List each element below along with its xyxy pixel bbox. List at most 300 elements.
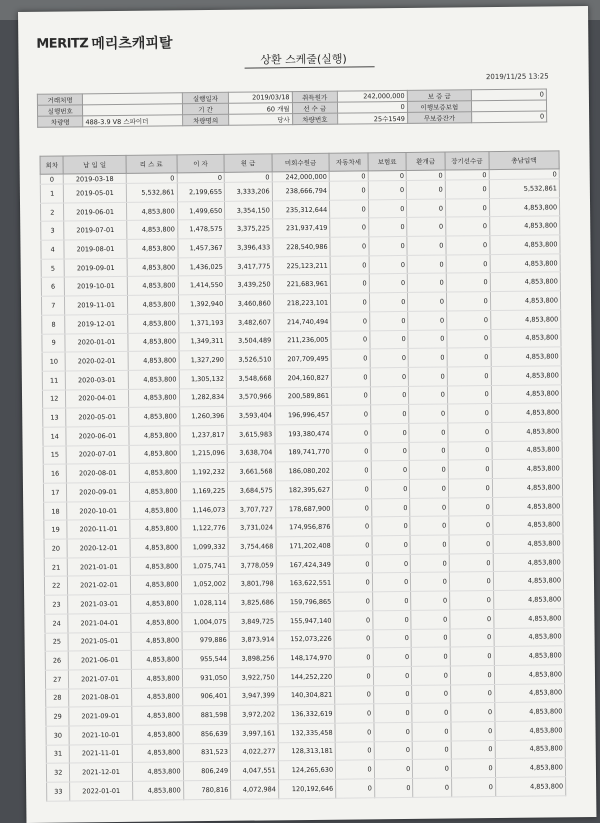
col-car-tax-cell: 0 [332,405,371,424]
info-value: 25수1549 [338,112,408,124]
col-remaining-principal-cell: 242,000,000 [272,171,329,182]
col-interest-cell: 1,028,114 [181,593,229,612]
col-long-term-advance-cell: 0 [451,721,495,740]
col-remaining-principal-cell: 189,741,770 [275,443,333,462]
col-insurance-cell: 0 [372,517,411,536]
col-insurance-cell: 0 [369,274,408,293]
col-interest-cell: 780,816 [183,780,231,799]
col-refund-cell: 0 [410,479,449,498]
col-interest-cell: 881,598 [182,706,230,725]
col-interest-cell: 1,122,776 [180,519,228,538]
info-value [471,100,546,112]
col-long-term-advance-cell: 0 [450,665,494,684]
col-refund-cell: 0 [407,217,446,236]
col-total-payment-cell: 4,853,800 [489,216,559,235]
col-round-header: 회차 [40,156,64,174]
col-interest-cell: 831,523 [183,743,231,762]
col-refund-cell: 0 [411,647,450,666]
col-principal-cell: 3,570,966 [227,387,275,406]
col-refund-header: 환개금 [406,152,445,170]
col-refund-cell: 0 [413,778,452,797]
col-principal-cell: 3,731,024 [228,518,276,537]
col-interest-cell: 0 [177,172,225,182]
info-label: 기 간 [183,103,228,114]
col-principal-cell: 3,460,860 [226,294,274,313]
info-label: 실행일자 [183,92,228,103]
col-car-tax-cell: 0 [334,573,373,592]
col-remaining-principal-cell: 155,947,140 [277,611,335,630]
company-logo [36,32,172,53]
info-label: 취득원가 [292,91,337,102]
col-insurance-cell: 0 [371,498,410,517]
col-round-cell: 17 [43,483,67,502]
col-lease-fee-cell: 4,853,800 [132,781,183,800]
logo-english: MERITZ [36,35,89,52]
col-car-tax-cell: 0 [332,424,371,443]
col-lease-fee-cell: 4,853,800 [130,557,181,576]
info-label: 차량명 [38,116,83,127]
col-car-tax-cell: 0 [334,629,373,648]
col-interest-cell: 1,349,311 [178,332,226,351]
info-label: 선 수 금 [292,102,337,113]
col-lease-fee-cell: 4,853,800 [127,332,178,351]
col-long-term-advance-cell: 0 [449,572,493,591]
col-remaining-principal-cell: 235,312,644 [272,200,330,219]
col-remaining-principal-cell: 182,395,627 [275,480,333,499]
col-insurance-cell: 0 [372,554,411,573]
col-principal-cell: 3,396,433 [225,238,273,257]
info-label: 보 증 금 [407,90,471,102]
col-car-tax-cell: 0 [334,592,373,611]
info-label: 이행보증보험 [407,101,471,113]
col-total-payment-cell: 4,853,800 [495,777,565,796]
col-car-tax-cell: 0 [333,480,372,499]
col-round-cell: 32 [46,763,70,782]
col-car-tax-cell: 0 [332,386,371,405]
col-remaining-principal-cell: 132,335,458 [278,723,336,742]
col-refund-cell: 0 [410,535,449,554]
col-pay-date-cell: 2021-02-01 [68,576,130,595]
col-total-payment-cell: 4,853,800 [490,291,560,310]
col-insurance-cell: 0 [370,367,409,386]
col-principal-header: 원 금 [224,154,272,172]
col-lease-fee-cell: 4,853,800 [129,463,180,482]
col-principal-cell: 3,898,256 [229,649,277,668]
col-refund-cell: 0 [407,236,446,255]
col-interest-cell: 1,282,834 [179,388,227,407]
col-total-payment-cell: 4,853,800 [491,384,561,403]
col-remaining-principal-cell: 238,666,794 [272,181,330,200]
col-pay-date-cell: 2021-03-01 [68,594,130,613]
col-car-tax-cell: 0 [331,293,370,312]
col-round-cell: 20 [44,539,68,558]
col-interest-cell: 1,099,332 [181,537,229,556]
col-lease-fee-cell: 4,853,800 [132,743,183,762]
col-insurance-cell: 0 [368,199,407,218]
col-remaining-principal-cell: 221,683,961 [273,275,331,294]
col-round-cell: 31 [46,745,70,764]
col-insurance-header: 보험료 [368,152,407,170]
col-car-tax-cell: 0 [330,218,369,237]
col-round-cell: 33 [47,782,71,801]
col-pay-date-cell: 2020-04-01 [66,389,128,408]
col-insurance-cell: 0 [373,648,412,667]
col-lease-fee-cell: 5,532,861 [126,183,177,202]
col-long-term-advance-cell: 0 [451,703,495,722]
print-timestamp: 2019/11/25 13:25 [485,72,549,82]
col-lease-fee-cell: 4,853,800 [129,444,180,463]
col-round-cell: 4 [41,240,65,259]
col-long-term-advance-cell: 0 [448,441,492,460]
col-principal-cell: 3,482,607 [226,313,274,332]
col-remaining-principal-cell: 228,540,986 [273,237,331,256]
col-long-term-advance-cell: 0 [450,647,494,666]
col-lease-fee-cell: 4,853,800 [126,220,177,239]
col-principal-cell: 3,997,161 [230,724,278,743]
col-pay-date-cell: 2021-10-01 [69,725,131,744]
col-car-tax-cell: 0 [334,648,373,667]
col-pay-date-cell: 2019-11-01 [65,295,127,314]
col-total-payment-cell: 4,853,800 [493,553,563,572]
col-total-payment-cell: 4,853,800 [492,459,562,478]
col-interest-cell: 1,436,025 [178,257,226,276]
col-remaining-principal-cell: 120,192,646 [278,779,336,798]
col-pay-date-cell: 2020-06-01 [66,426,128,445]
col-principal-cell: 3,375,225 [225,219,273,238]
info-value: 0 [337,101,407,113]
col-interest-cell: 2,199,655 [177,182,225,201]
col-remaining-principal-cell: 193,380,474 [275,424,333,443]
col-principal-cell: 4,022,277 [230,742,278,761]
col-total-payment-cell: 4,853,800 [494,665,564,684]
col-total-payment-cell: 4,853,800 [493,515,563,534]
col-lease-fee-cell: 4,853,800 [130,594,181,613]
col-long-term-advance-cell: 0 [447,329,491,348]
col-refund-cell: 0 [406,170,445,180]
col-long-term-advance-cell: 0 [447,366,491,385]
col-total-payment-cell: 4,853,800 [495,721,565,740]
col-interest-cell: 1,478,575 [177,220,225,239]
col-lease-fee-cell: 4,853,800 [129,501,180,520]
col-pay-date-cell: 2019-06-01 [64,202,126,221]
col-long-term-advance-cell: 0 [451,740,495,759]
col-remaining-principal-cell: 163,622,551 [276,574,334,593]
col-long-term-advance-cell: 0 [449,516,493,535]
col-long-term-advance-cell: 0 [447,348,491,367]
col-interest-cell: 931,050 [182,668,230,687]
col-long-term-advance-cell: 0 [446,236,490,255]
col-interest-cell: 856,639 [183,724,231,743]
col-round-cell: 29 [46,707,70,726]
col-pay-date-cell: 2020-12-01 [67,538,129,557]
col-car-tax-cell: 0 [334,667,373,686]
col-pay-date-cell: 2020-09-01 [67,482,129,501]
col-principal-cell: 3,638,704 [227,443,275,462]
col-interest-cell: 1,052,002 [181,575,229,594]
col-insurance-cell: 0 [372,592,411,611]
col-pay-date-cell: 2022-01-01 [70,781,132,800]
col-refund-cell: 0 [407,255,446,274]
col-total-payment-cell: 4,853,800 [491,328,561,347]
col-interest-cell: 1,215,096 [180,444,228,463]
col-round-cell: 8 [42,315,66,334]
col-interest-cell: 1,457,367 [177,238,225,257]
col-round-cell: 25 [45,633,69,652]
col-long-term-advance-cell: 0 [451,759,495,778]
col-principal-cell: 4,072,984 [231,780,279,799]
col-refund-cell: 0 [409,404,448,423]
col-principal-cell: 3,947,399 [230,686,278,705]
col-pay-date-cell: 2021-04-01 [68,613,130,632]
col-lease-fee-cell: 4,853,800 [129,482,180,501]
col-lease-fee-cell: 4,853,800 [126,239,177,258]
col-round-cell: 18 [44,502,68,521]
col-pay-date-cell: 2019-05-01 [64,183,126,202]
col-pay-date-cell: 2021-11-01 [70,744,132,763]
col-car-tax-cell: 0 [331,312,370,331]
col-remaining-principal-cell: 128,313,181 [278,742,336,761]
col-long-term-advance-cell: 0 [447,310,491,329]
col-pay-date-cell: 2019-03-18 [64,173,126,184]
col-long-term-advance-cell: 0 [445,170,489,180]
col-lease-fee-cell: 4,853,800 [127,276,178,295]
col-principal-cell: 0 [224,172,272,182]
col-refund-cell: 0 [407,180,446,199]
col-car-tax-cell: 0 [335,760,374,779]
col-car-tax-cell: 0 [331,330,370,349]
col-long-term-advance-cell: 0 [450,628,494,647]
col-refund-cell: 0 [408,311,447,330]
col-pay-date-cell: 2021-01-01 [68,557,130,576]
col-long-term-advance-header: 장기선수금 [445,152,489,170]
info-value: 0 [472,111,547,123]
col-refund-cell: 0 [408,348,447,367]
col-refund-cell: 0 [413,759,452,778]
repayment-schedule-table [40,150,567,801]
col-insurance-cell: 0 [372,610,411,629]
col-refund-cell: 0 [410,460,449,479]
col-lease-fee-cell: 4,853,800 [131,631,182,650]
col-remaining-principal-cell: 140,304,821 [277,686,335,705]
col-long-term-advance-cell: 0 [448,479,492,498]
col-principal-cell: 3,801,798 [229,574,277,593]
col-car-tax-cell: 0 [331,368,370,387]
col-pay-date-cell: 2019-12-01 [65,314,127,333]
col-pay-date-header: 납 입 일 [63,155,125,174]
col-insurance-cell: 0 [373,666,412,685]
col-total-payment-cell: 4,853,800 [490,254,560,273]
col-total-payment-cell: 4,853,800 [494,627,564,646]
col-total-payment-cell: 4,853,800 [493,534,563,553]
info-value: 당사 [228,114,292,126]
col-insurance-cell: 0 [370,330,409,349]
col-insurance-cell: 0 [368,180,407,199]
col-round-cell: 22 [44,576,68,595]
info-label: 차량명의 [183,114,228,125]
col-round-cell: 5 [41,259,65,278]
col-interest-header: 이 자 [177,154,225,172]
col-total-payment-cell: 4,853,800 [492,497,562,516]
col-car-tax-cell: 0 [329,181,368,200]
info-label: 차량번호 [292,113,337,124]
col-long-term-advance-cell: 0 [446,292,490,311]
col-interest-cell: 806,249 [183,762,231,781]
col-round-cell: 11 [42,371,66,390]
col-interest-cell: 1,004,075 [181,612,229,631]
info-value: 242,000,000 [337,90,407,102]
col-car-tax-cell: 0 [330,237,369,256]
col-interest-cell: 1,327,290 [179,351,227,370]
col-total-payment-cell: 4,853,800 [494,646,564,665]
col-lease-fee-cell: 4,853,800 [128,351,179,370]
col-remaining-principal-cell: 186,080,202 [275,462,333,481]
col-total-payment-cell: 4,853,800 [490,235,560,254]
col-car-tax-cell: 0 [334,611,373,630]
col-lease-fee-cell: 4,853,800 [130,575,181,594]
col-interest-cell: 1,260,396 [179,407,227,426]
col-pay-date-cell: 2019-07-01 [64,221,126,240]
col-car-tax-cell: 0 [330,256,369,275]
col-round-cell: 28 [46,689,70,708]
col-long-term-advance-cell: 0 [448,460,492,479]
col-total-payment-cell: 4,853,800 [492,478,562,497]
col-remaining-principal-cell: 204,160,827 [274,368,332,387]
col-insurance-cell: 0 [370,349,409,368]
col-round-cell: 26 [45,651,69,670]
col-total-payment-cell: 4,853,800 [491,366,561,385]
col-remaining-principal-cell: 200,589,861 [274,387,332,406]
col-pay-date-cell: 2021-08-01 [69,688,131,707]
col-long-term-advance-cell: 0 [446,273,490,292]
col-refund-cell: 0 [408,330,447,349]
col-refund-cell: 0 [409,442,448,461]
info-label: 무보증잔가 [407,112,471,124]
col-refund-cell: 0 [408,273,447,292]
col-refund-cell: 0 [410,554,449,573]
col-insurance-cell: 0 [374,722,413,741]
col-interest-cell: 1,237,817 [179,425,227,444]
col-pay-date-cell: 2020-10-01 [67,501,129,520]
col-remaining-principal-cell: 231,937,419 [272,219,330,238]
col-round-cell: 19 [44,520,68,539]
info-value: 60 개월 [228,103,292,115]
logo-korean: 메리츠캐피탈 [91,35,173,53]
col-principal-cell: 3,354,150 [225,201,273,220]
col-refund-cell: 0 [412,703,451,722]
col-pay-date-cell: 2020-02-01 [66,352,128,371]
col-lease-fee-cell: 4,853,800 [131,650,182,669]
col-long-term-advance-cell: 0 [451,778,495,797]
col-interest-cell: 1,371,193 [178,313,226,332]
col-remaining-principal-cell: 136,332,619 [278,704,336,723]
col-round-cell: 0 [40,174,64,184]
col-remaining-principal-header: 미회수원금 [272,153,330,172]
info-label: 거래처명 [37,94,82,105]
col-car-tax-cell: 0 [335,704,374,723]
col-round-cell: 1 [40,184,64,203]
col-long-term-advance-cell: 0 [446,254,490,273]
col-pay-date-cell: 2021-06-01 [69,651,131,670]
col-car-tax-cell: 0 [332,461,371,480]
col-lease-fee-cell: 4,853,800 [131,669,182,688]
col-total-payment-cell: 4,853,800 [489,198,559,217]
col-insurance-cell: 0 [373,629,412,648]
col-remaining-principal-cell: 152,073,226 [277,630,335,649]
col-car-tax-cell: 0 [336,779,375,798]
col-insurance-cell: 0 [373,704,412,723]
col-refund-cell: 0 [412,666,451,685]
col-remaining-principal-cell: 211,236,005 [274,331,332,350]
info-value: 488-3.9 V8 스파이더 [83,115,183,127]
col-lease-fee-cell: 4,853,800 [127,295,178,314]
col-round-cell: 7 [41,296,65,315]
col-round-cell: 27 [45,670,69,689]
col-principal-cell: 3,873,914 [229,630,277,649]
col-car-tax-cell: 0 [335,741,374,760]
col-lease-fee-cell: 4,853,800 [132,725,183,744]
col-pay-date-cell: 2019-09-01 [65,258,127,277]
col-insurance-cell: 0 [374,741,413,760]
col-principal-cell: 3,333,206 [224,182,272,201]
col-remaining-principal-cell: 144,252,220 [277,667,335,686]
col-principal-cell: 3,615,983 [227,425,275,444]
col-refund-cell: 0 [409,367,448,386]
col-principal-cell: 4,047,551 [231,761,279,780]
title-underline [245,66,375,68]
col-pay-date-cell: 2020-01-01 [65,333,127,352]
col-total-payment-cell: 4,853,800 [490,310,560,329]
col-lease-fee-cell: 4,853,800 [128,426,179,445]
col-insurance-cell: 0 [372,573,411,592]
col-total-payment-cell: 4,853,800 [495,739,565,758]
col-total-payment-cell: 4,853,800 [491,403,561,422]
col-refund-cell: 0 [412,685,451,704]
col-interest-cell: 1,075,741 [181,556,229,575]
col-interest-cell: 1,169,225 [180,481,228,500]
col-total-payment-cell: 0 [489,169,559,180]
col-principal-cell: 3,684,575 [228,481,276,500]
col-total-payment-cell: 4,853,800 [494,702,564,721]
col-total-payment-cell: 4,853,800 [493,609,563,628]
col-long-term-advance-cell: 0 [450,609,494,628]
col-total-payment-cell: 5,532,861 [489,179,559,198]
col-pay-date-cell: 2020-05-01 [66,408,128,427]
col-pay-date-cell: 2021-12-01 [70,763,132,782]
col-total-payment-cell: 4,853,800 [492,440,562,459]
col-pay-date-cell: 2021-07-01 [69,669,131,688]
col-principal-cell: 3,439,250 [225,275,273,294]
col-interest-cell: 1,192,232 [180,463,228,482]
col-pay-date-cell: 2019-10-01 [65,277,127,296]
col-long-term-advance-cell: 0 [448,423,492,442]
col-round-cell: 30 [46,726,70,745]
col-car-tax-cell: 0 [333,536,372,555]
col-car-tax-cell: 0 [333,499,372,518]
col-car-tax-cell: 0 [332,442,371,461]
col-round-cell: 2 [41,203,65,222]
col-lease-fee-header: 리 스 료 [126,155,177,174]
col-lease-fee-cell: 4,853,800 [128,388,179,407]
col-interest-cell: 955,544 [182,650,230,669]
document-page [18,6,596,823]
col-principal-cell: 3,526,510 [226,350,274,369]
col-round-cell: 12 [42,390,66,409]
col-pay-date-cell: 2021-09-01 [69,707,131,726]
col-round-cell: 14 [43,427,67,446]
col-lease-fee-cell: 4,853,800 [130,613,181,632]
col-principal-cell: 3,548,668 [226,369,274,388]
col-remaining-principal-cell: 218,223,101 [273,293,331,312]
